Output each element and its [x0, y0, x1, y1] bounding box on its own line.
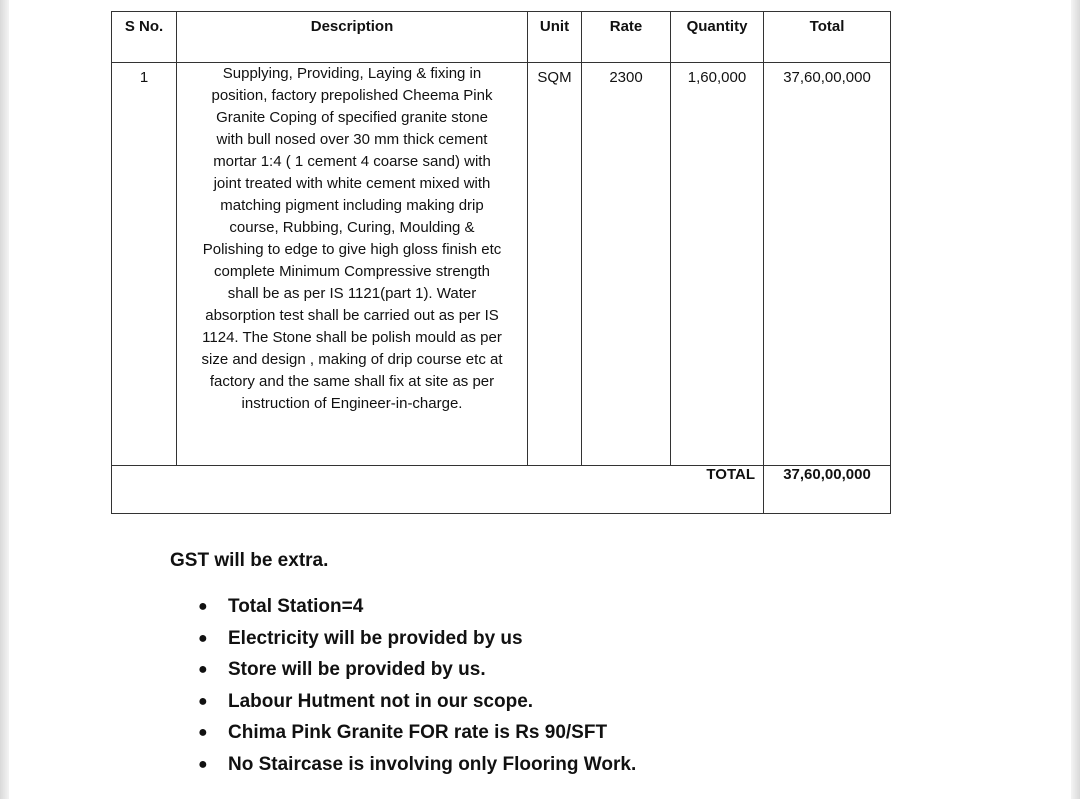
header-quantity: Quantity — [671, 12, 764, 63]
notes-list — [198, 595, 636, 784]
bullet-icon: ● — [198, 755, 208, 773]
note-text: Total Station=4 — [228, 596, 364, 617]
note-text: Electricity will be provided by us — [228, 627, 523, 649]
description-line: complete Minimum Compressive strength — [214, 263, 490, 280]
list-item — [198, 658, 636, 690]
note-text: Chima Pink Granite FOR rate is Rs 90/SFT — [228, 722, 608, 743]
cell-rate: 2300 — [582, 63, 671, 466]
grand-total-value: 37,60,00,000 — [764, 466, 891, 514]
header-sno: S No. — [112, 12, 177, 63]
list-item — [198, 721, 636, 753]
description-line: course, Rubbing, Curing, Moulding & — [229, 219, 475, 236]
description-line: position, factory prepolished Cheema Pink — [211, 87, 493, 104]
note-text: Store will be provided by us. — [228, 659, 486, 680]
page-edge-right — [1071, 0, 1080, 799]
bullet-icon: ● — [198, 661, 208, 678]
description-line: joint treated with white cement mixed with — [213, 175, 491, 192]
bullet-icon: ● — [198, 692, 208, 710]
cell-total: 37,60,00,000 — [764, 63, 891, 466]
header-unit: Unit — [528, 12, 582, 63]
header-rate: Rate — [582, 12, 671, 63]
bullet-icon: ● — [198, 598, 208, 615]
description-line: size and design , making of drip course etc at — [201, 351, 503, 368]
list-item — [198, 595, 636, 627]
description-line: absorption test shall be carried out as per IS — [205, 307, 499, 324]
grand-total-label: TOTAL — [112, 466, 764, 514]
note-text: Labour Hutment not in our scope. — [228, 690, 534, 712]
list-item — [198, 753, 636, 785]
list-item — [198, 627, 636, 659]
description-line: Polishing to edge to give high gloss finish etc — [202, 241, 502, 258]
note-text: No Staircase is involving only Flooring Work. — [228, 753, 637, 775]
cell-quantity: 1,60,000 — [671, 63, 764, 466]
bullet-icon: ● — [198, 724, 208, 741]
header-description: Description — [177, 12, 528, 63]
description-line: instruction of Engineer-in-charge. — [241, 395, 463, 412]
table-row — [112, 63, 891, 466]
page-edge-left — [0, 0, 9, 799]
cell-unit: SQM — [528, 63, 582, 466]
description-line: Granite Coping of specified granite stone — [216, 109, 488, 126]
cell-description — [177, 63, 528, 466]
list-item — [198, 690, 636, 722]
cell-sno: 1 — [112, 63, 177, 466]
bullet-icon: ● — [198, 629, 208, 647]
description-line: Supplying, Providing, Laying & fixing in — [222, 65, 482, 82]
gst-note: GST will be extra. — [170, 550, 329, 571]
header-total: Total — [764, 12, 891, 63]
description-line: with bull nosed over 30 mm thick cement — [216, 131, 488, 148]
description-line: mortar 1:4 ( 1 cement 4 coarse sand) with — [213, 153, 491, 170]
description-line: matching pigment including making drip — [220, 197, 484, 214]
bill-of-quantities-table — [111, 11, 891, 514]
description-line: factory and the same shall fix at site as per — [209, 373, 495, 390]
description-line: shall be as per IS 1121(part 1). Water — [227, 285, 477, 302]
grand-total-row — [112, 466, 891, 514]
description-line: 1124. The Stone shall be polish mould as per — [202, 329, 502, 346]
table-header-row — [112, 12, 891, 63]
